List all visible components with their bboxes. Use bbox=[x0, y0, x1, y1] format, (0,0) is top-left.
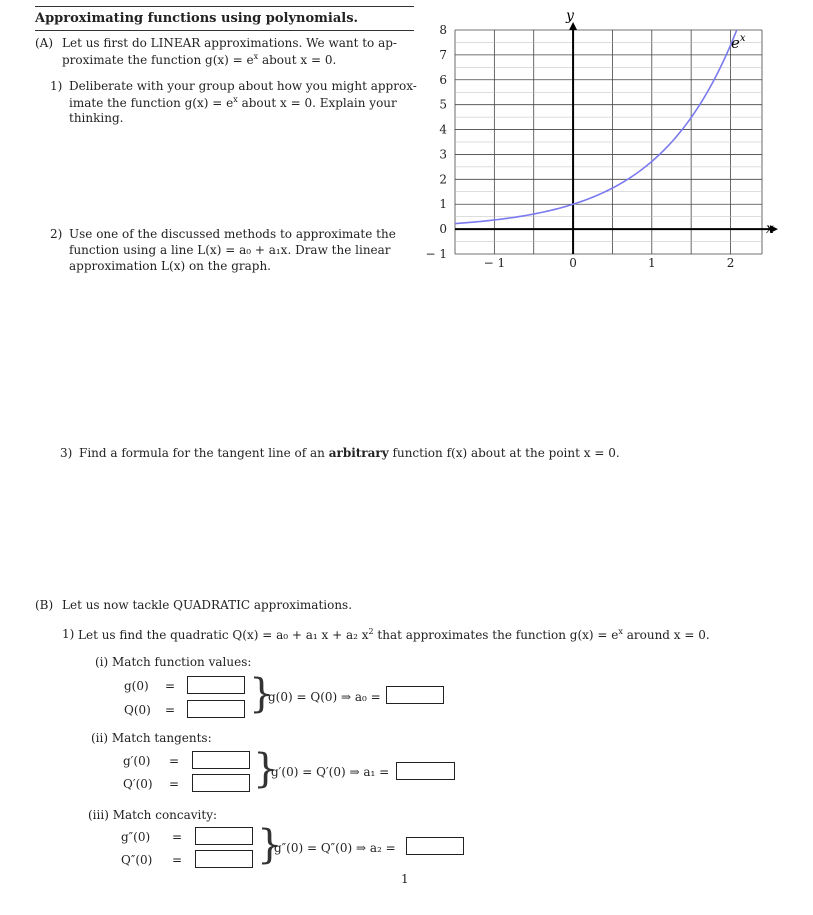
match-ii-bottom-answer-box[interactable] bbox=[192, 774, 250, 792]
match-iii-result: g″(0) = Q″(0) ⇒ a₂ = bbox=[274, 841, 396, 855]
x-tick-label: 2 bbox=[726, 256, 735, 270]
match-iii-top-eq: = bbox=[172, 830, 183, 844]
x-tick-label: 0 bbox=[569, 256, 577, 270]
y-tick-label: 5 bbox=[439, 97, 447, 112]
match-i-bottom-eq: = bbox=[165, 703, 176, 717]
q2-number: 2) bbox=[50, 227, 63, 241]
y-tick-label: 6 bbox=[439, 72, 447, 87]
q2-line3: approximation L(x) on the graph. bbox=[69, 259, 271, 273]
x-axis-label: x bbox=[766, 221, 774, 237]
b-q1-number: 1) bbox=[62, 627, 75, 641]
match-ii-bottom-label: Q′(0) bbox=[123, 777, 153, 791]
match-ii-result: g′(0) = Q′(0) ⇒ a₁ = bbox=[271, 765, 390, 779]
match-ii-top-label: g′(0) bbox=[123, 754, 151, 768]
a2-answer-box[interactable] bbox=[406, 837, 464, 855]
q1-line1: Deliberate with your group about how you might approx- bbox=[69, 79, 417, 93]
match-iii-top-answer-box[interactable] bbox=[195, 827, 253, 845]
q1-number: 1) bbox=[50, 79, 63, 93]
match-iii-bottom-label: Q″(0) bbox=[121, 853, 153, 867]
match-i-brace: } bbox=[249, 671, 275, 717]
y-tick-label: 3 bbox=[439, 147, 447, 162]
curve-label: $e^x$ bbox=[731, 33, 746, 52]
exp-graph bbox=[425, 2, 785, 277]
match-i-top-answer-box[interactable] bbox=[187, 676, 245, 694]
page-number: 1 bbox=[401, 872, 409, 886]
match-ii-bottom-eq: = bbox=[169, 777, 180, 791]
top-rule bbox=[35, 6, 414, 7]
match-iii-brace: } bbox=[257, 822, 283, 868]
y-tick-label: 7 bbox=[439, 47, 447, 62]
graph-grid bbox=[455, 30, 762, 254]
match-i-label: (i) Match function values: bbox=[95, 655, 252, 669]
y-tick-label: 8 bbox=[439, 23, 447, 37]
series-line-exp bbox=[455, 30, 737, 224]
q2-line1: Use one of the discussed methods to approximate the bbox=[69, 227, 396, 241]
match-i-bottom-answer-box[interactable] bbox=[187, 700, 245, 718]
match-iii-label: (iii) Match concavity: bbox=[88, 808, 218, 822]
q2-line2: function using a line L(x) = a₀ + a₁x. Draw the linear bbox=[69, 243, 391, 257]
q1-line3: thinking. bbox=[69, 111, 124, 125]
part-b-intro: Let us now tackle QUADRATIC approximations. bbox=[62, 598, 353, 612]
y-tick-label: − 1 bbox=[425, 247, 447, 261]
match-ii-label: (ii) Match tangents: bbox=[91, 731, 212, 745]
match-i-bottom-label: Q(0) bbox=[124, 703, 151, 717]
match-ii-top-answer-box[interactable] bbox=[192, 751, 250, 769]
match-ii-top-eq: = bbox=[169, 754, 180, 768]
x-tick-label: 1 bbox=[647, 256, 656, 270]
q1-line2: imate the function $g(x) = e^x$ about x = 0. Explain your bbox=[69, 95, 397, 110]
y-axis-label: y bbox=[566, 8, 574, 24]
match-i-top-label: g(0) bbox=[124, 679, 149, 693]
a1-answer-box[interactable] bbox=[396, 762, 455, 780]
y-tick-label: 1 bbox=[439, 197, 447, 212]
part-a-intro-line2: proximate the function $g(x) = e^x$ about x = 0. bbox=[62, 52, 337, 67]
match-ii-brace: } bbox=[253, 746, 279, 792]
q3-number: 3) bbox=[60, 446, 73, 460]
y-tick-label: 4 bbox=[439, 122, 447, 137]
part-b-label: (B) bbox=[35, 598, 54, 612]
graph-ticks bbox=[425, 23, 734, 270]
part-a-intro-line1: Let us first do LINEAR approximations. We want to ap- bbox=[62, 36, 397, 50]
title-rule bbox=[35, 30, 414, 31]
match-iii-bottom-eq: = bbox=[172, 853, 183, 867]
match-i-result: g(0) = Q(0) ⇒ a₀ = bbox=[268, 690, 381, 704]
part-a-label: (A) bbox=[35, 36, 54, 50]
y-tick-label: 2 bbox=[439, 172, 447, 187]
a0-answer-box[interactable] bbox=[386, 686, 444, 704]
y-tick-label: 0 bbox=[439, 222, 447, 237]
b-q1-text: Let us find the quadratic Q(x) = a₀ + a₁ x + a₂ $x^2$ that approximates the function $g(x) = e^x$ around x = 0. bbox=[78, 627, 710, 642]
match-iii-top-label: g″(0) bbox=[121, 830, 151, 844]
match-i-top-eq: = bbox=[165, 679, 176, 693]
x-tick-label: − 1 bbox=[483, 256, 506, 270]
q3-text: Find a formula for the tangent line of an arbitrary function f(x) about at the point x = 0. bbox=[79, 446, 620, 460]
page-title: Approximating functions using polynomials. bbox=[35, 11, 359, 26]
match-iii-bottom-answer-box[interactable] bbox=[195, 850, 253, 868]
